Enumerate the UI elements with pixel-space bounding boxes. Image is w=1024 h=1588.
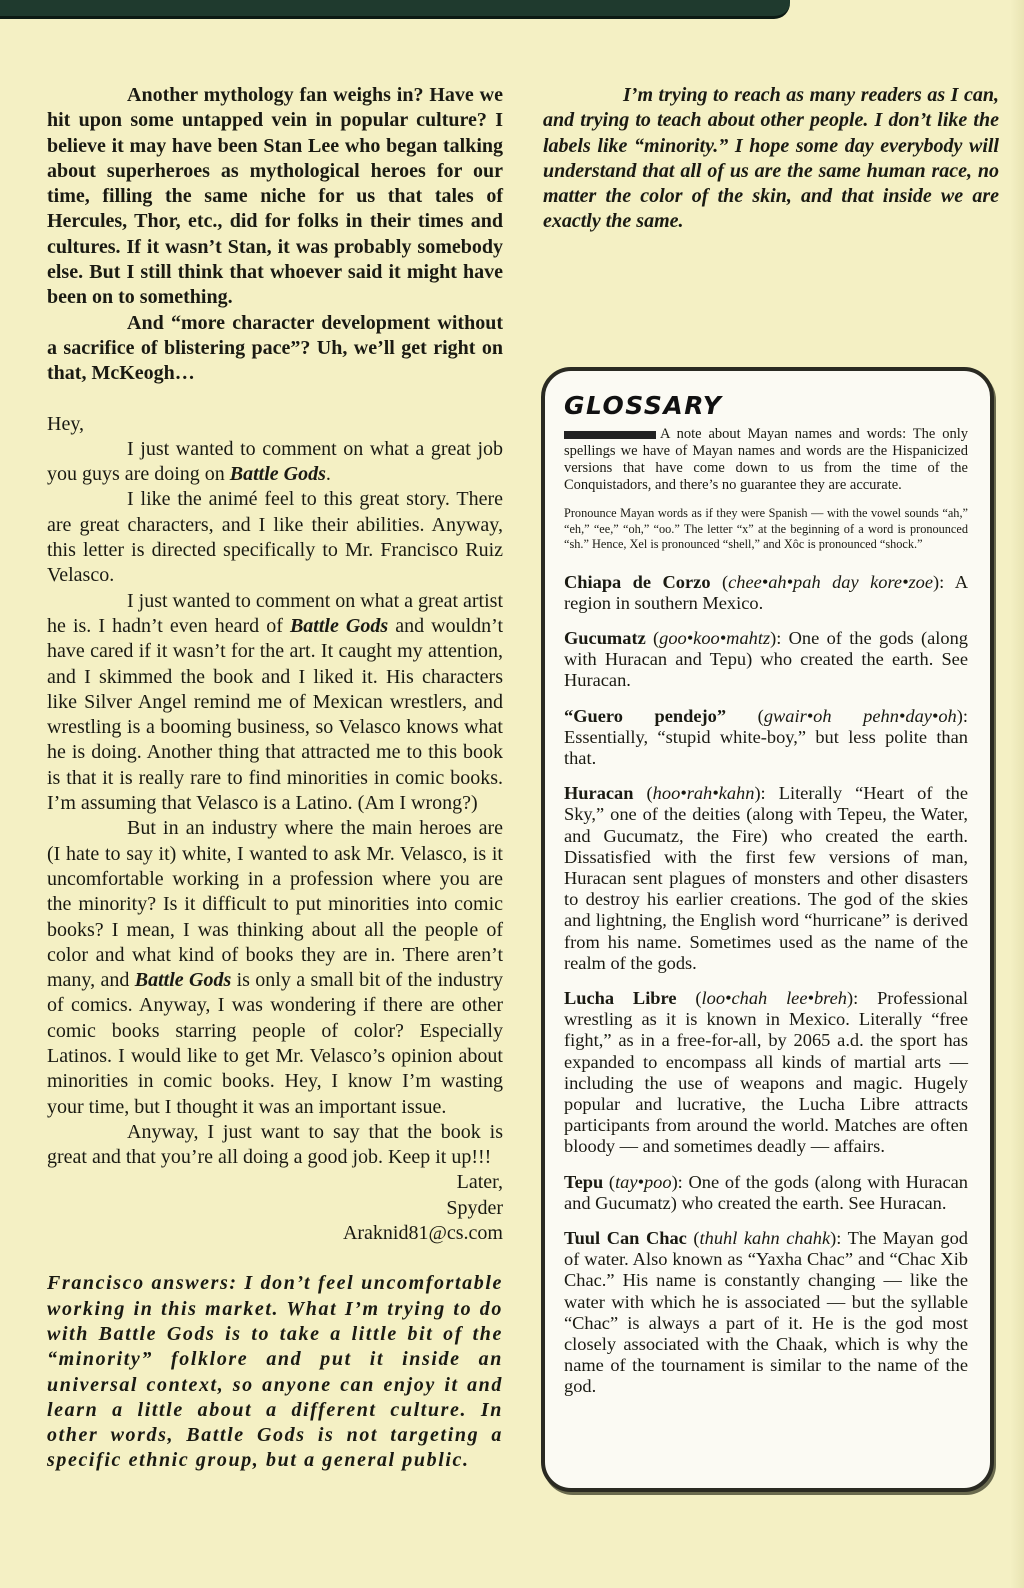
glossary-title: GLOSSARY	[564, 391, 723, 420]
intro-paragraph: And “more character development without a sacrifice of blistering pace”? Uh, we’ll get right on that, McKeogh…	[47, 311, 503, 385]
glossary-box	[541, 367, 994, 1492]
editor-answer	[47, 1271, 503, 1473]
letters-column-right	[543, 83, 999, 235]
signoff-line: Later,	[456, 1171, 503, 1194]
letter-paragraph: I like the animé feel to this great story. There are great characters, and I like their abilities. Anyway, this letter is directed specifically to Mr. Francisco Ruiz Velasco.	[47, 488, 503, 587]
signoff-name: Spyder	[446, 1196, 503, 1219]
letter-paragraph: I just wanted to comment on what a great job you guys are doing on Battle Gods.	[47, 437, 503, 486]
glossary-entry: Gucumatz (goo•koo•mahtz): One of the gods (along with Huracan and Tepu) who created the earth. See Huracan.	[564, 627, 968, 691]
letter-paragraph: I just wanted to comment on what a great artist he is. I hadn’t even heard of Battle Gods and wouldn’t have cared if it wasn’t for the art. It caught my attention, and I skimmed the book and I liked it. His characters like Silver Angel remind me of Mexican wrestlers, and wrestling is a booming business, so Velasco knows what he is doing. Another thing that attracted me to this book is that it is really rare to find minorities in comic books. I’m assuming that Velasco is a Latino. (Am I wrong?)	[47, 589, 504, 815]
intro-paragraph: Another mythology fan weighs in? Have we hit upon some untapped vein in popular culture? I believe it may have been Stan Lee who began talking about superheroes as mythological heroes for our time, filling the same niche for us that tales of Hercules, Thor, etc., did for folks in their times and cultures. If it wasn’t Stan, it was probably somebody else. But I still think that whoever said it might have been on to something.	[47, 84, 503, 309]
letter-paragraph: Anyway, I just want to say that the book is great and that you’re all doing a good job. Keep it up!!!	[47, 1120, 503, 1169]
glossary-entry: Tuul Can Chac (thuhl kahn chahk): The Mayan god of water. Also known as “Yaxha Chac” and “Chac Xib Chac.” His name is constantly changing — like the water with which he is associated — but the syllable “Chac” is always a part of it. He is the god most closely associated with the Chaak, which is why the name of the tournament is similar to the name of the god.	[564, 1227, 968, 1397]
glossary-entry: “Guero pendejo” (gwair•oh pehn•day•oh): Essentially, “stupid white-boy,” but less polite than that.	[564, 705, 968, 768]
note-rule-icon	[564, 431, 656, 439]
letter-paragraph: But in an industry where the main heroes are (I hate to say it) white, I wanted to ask Mr. Velasco, is it uncomfortable working in a profession where you are the minority? Is it difficult to put minorities into comic books? I mean, I was thinking about all the people of color and what kind of books they are in. There aren’t many, and Battle Gods is only a small bit of the industry of comics. Anyway, I was wondering if there are other comic books starring people of color? Especially Latinos. I would like to get Mr. Velasco’s opinion about minorities in comic books. Hey, I know I’m wasting your time, but I thought it was an important issue.	[47, 817, 503, 1118]
page-edge	[1010, 0, 1024, 1588]
glossary-note: A note about Mayan names and words: The only spellings we have of Mayan names and words are the Hispanicized versions that have come down to us from the time of the Conquistadors, and there’s no guarantee they are accurate.	[564, 426, 968, 493]
top-banner-bar	[0, 0, 790, 19]
editor-intro	[47, 83, 503, 387]
glossary-entry: Tepu (tay•poo): One of the gods (along with Huracan and Gucumatz) who created the earth. See Huracan.	[564, 1171, 968, 1213]
letters-column-left	[47, 83, 503, 1474]
signoff-email: Araknid81@cs.com	[342, 1222, 503, 1245]
glossary-entry: Chiapa de Corzo (chee•ah•pah day kore•zoe): A region in southern Mexico.	[564, 571, 968, 613]
answer-paragraph: Francisco answers: I don’t feel uncomfortable working in this market. What I’m trying to do with Battle Gods is to take a little bit of the “minority” folklore and put it inside an universal context, so anyone can enjoy it and learn a little about a different culture. In other words, Battle Gods is not targeting a specific ethnic group, but a general public.	[47, 1272, 503, 1472]
glossary-entry: Lucha Libre (loo•chah lee•breh): Professional wrestling as it is known in Mexico. Literally “free fight,” as in a free-for-all, by 2065 a.d. the sport has expanded to encompass all kinds of martial arts — including the use of weapons and magic. Hugely popular and lucrative, the Lucha Libre attracts participants from around the world. Matches are often bloody — and sometimes deadly — affairs.	[564, 987, 968, 1157]
answer-paragraph: I’m trying to reach as many readers as I can, and trying to teach about other people. I don’t like the labels like “minority.” I hope some day everybody will understand that all of us are the same human race, no matter the color of the skin, and that inside we are exactly the same.	[543, 84, 999, 233]
glossary-entry: Huracan (hoo•rah•kahn): Literally “Heart of the Sky,” one of the deities (along with Tepeu, the Water, and Gucumatz, the Fire) who created the earth. Dissatisfied with the first few versions of man, Huracan sent plagues of monsters and other disasters to destroy his earlier creations. The god of the skies and lightning, the English word “hurricane” is derived from his name. Sometimes used as the name of the realm of the gods.	[564, 783, 968, 973]
letter-salutation: Hey,	[47, 412, 85, 435]
glossary-pronunciation-note: Pronounce Mayan words as if they were Spanish — with the vowel sounds “ah,” “eh,” “ee,” “oh,” “oo.” The letter “x” at the beginning of a word is pronounced “sh.” Hence, Xel is pronounced “shell,” and Xôc is pronounced “shock.”	[564, 506, 968, 551]
